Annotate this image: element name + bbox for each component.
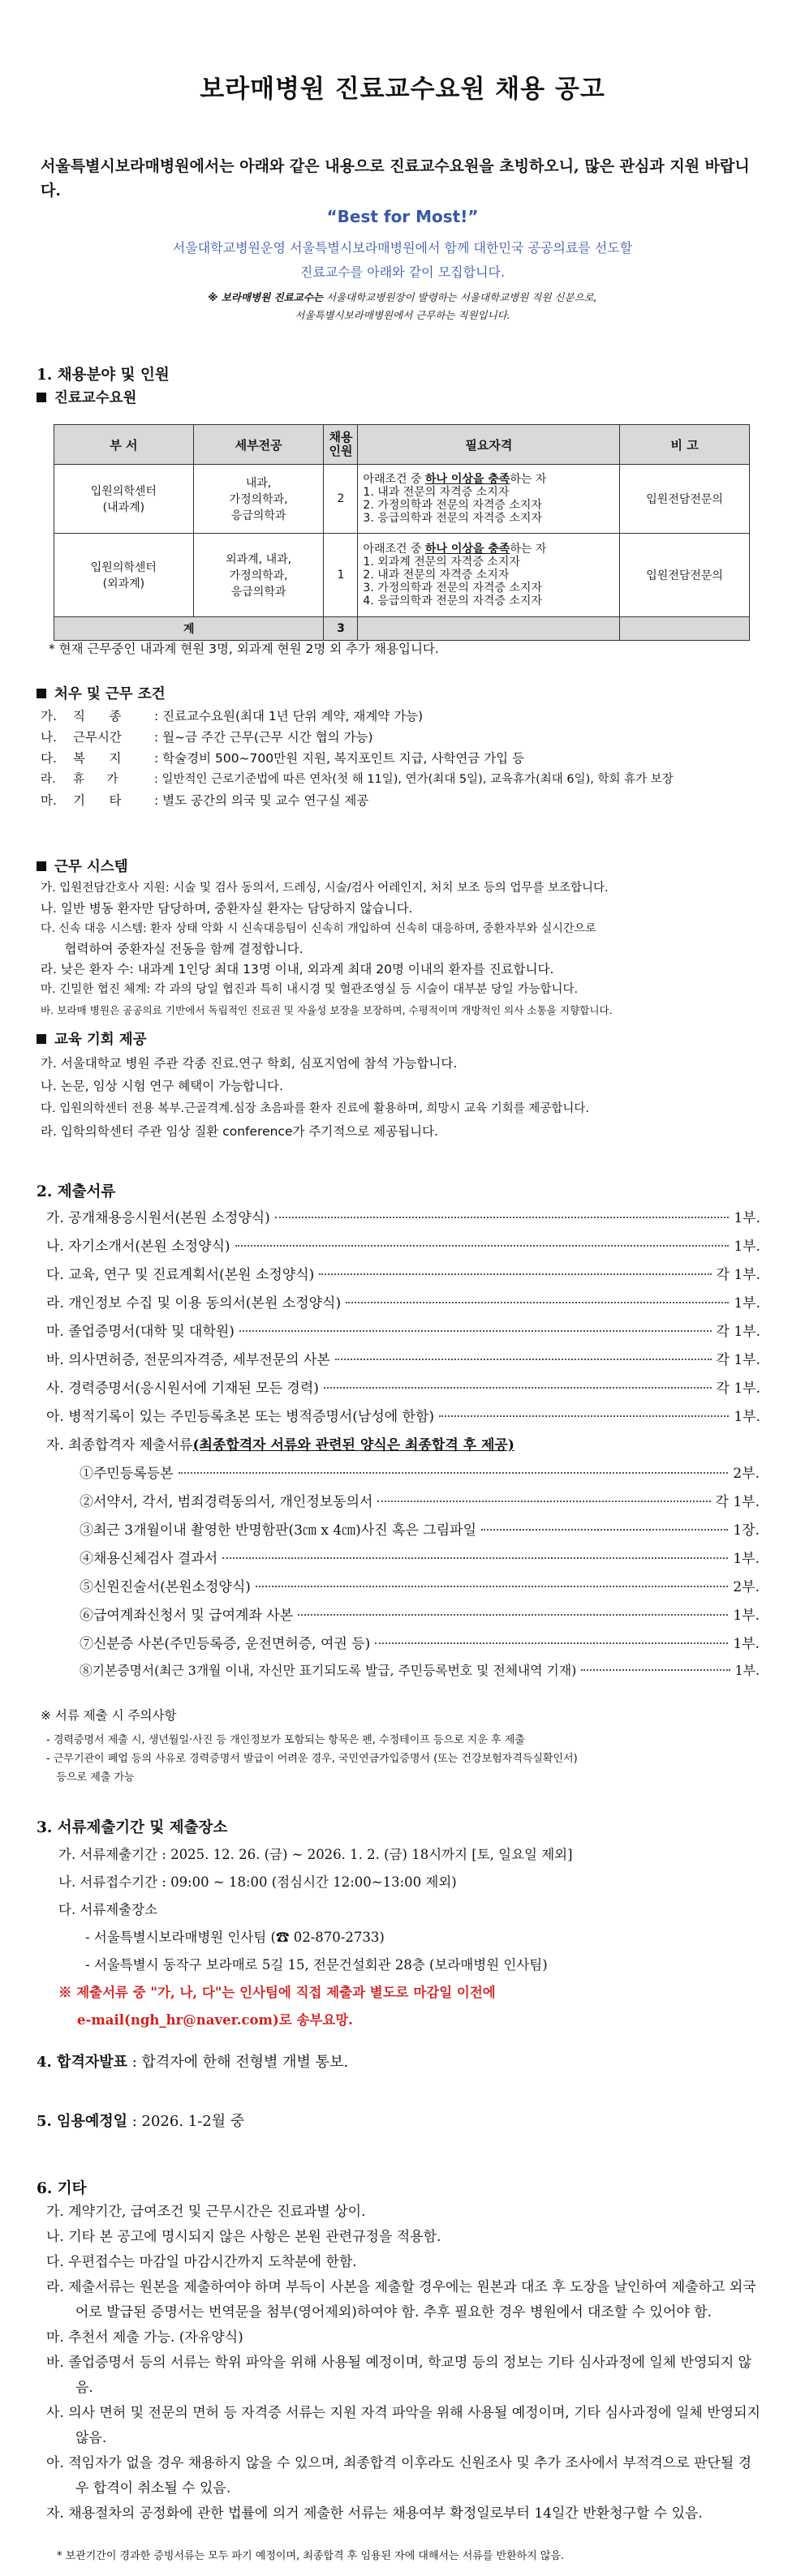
- cell-count: 1: [324, 534, 358, 617]
- list-item: 라. 제출서류는 원본을 제출하여야 하며 부득이 사본을 제출할 경우에는 원본과 대조 후 도장을 날인하여 제출하고 외국어로 발급된 증명서는 번역문을 첨부(영어제외)하여야 함. 추후 필요한 경우 병원에서 대조할 수 있어야 함.: [46, 2279, 756, 2321]
- req-item: 2. 내과 전문의 자격증 소지자: [363, 569, 510, 582]
- section1-footnote: * 현재 근무중인 내과계 현원 3명, 외과계 현원 2명 외 추가 채용입니다.: [49, 642, 439, 656]
- list-item: 라. 개인정보 수집 및 이용 동의서(본원 소정양식) 1부.: [46, 1295, 760, 1312]
- list-item: 라. 입학의학센터 주관 임상 질환 conference가 주기적으로 제공됩니다.: [41, 1124, 438, 1139]
- section5: [37, 2110, 244, 2131]
- list-item: 가. 공개채용응시원서(본원 소정양식) 1부.: [46, 1210, 760, 1226]
- list-item: 마. 긴밀한 협진 체계: 각 과의 당일 협진과 특히 내시경 및 혈관조영실 등 시술이 대부분 당일 가능합니다.: [41, 983, 579, 996]
- th-dept: 부 서: [54, 425, 194, 465]
- cell-note: 입원전담전문의: [620, 534, 750, 617]
- conditions-heading-label: 처우 및 근무 조건: [54, 686, 166, 702]
- caution-item: - 근무기관이 폐업 등의 사유로 경력증명서 발급이 어려운 경우, 국민연금가입증명서 (또는 건강보험자격득실확인서): [46, 1753, 578, 1765]
- total-value: 3: [324, 617, 358, 641]
- documents-list: [46, 1206, 760, 1462]
- list-item: 라. 낮은 환자 수: 내과계 1인당 최대 13명 이내, 외과계 최대 20명 이내의 환자를 진료합니다.: [41, 962, 554, 977]
- list-item: 마. 기 타 : 별도 공간의 의국 및 교수 연구실 제공: [41, 793, 369, 808]
- email-notice-1: ※ 제출서류 중 "가, 나, 다"는 인사팀에 직접 제출과 별도로 마감일 이전에: [58, 1985, 496, 2000]
- list-item: 마. 추천서 제출 가능. (자유양식): [46, 2329, 243, 2346]
- list-item: 바. 졸업증명서 등의 서류는 학위 파악을 위해 사용될 예정이며, 학교명 등의 정보는 기타 심사과정에 일체 반영되지 않음.: [46, 2355, 752, 2396]
- system-list: [41, 878, 774, 1020]
- submission-place-1: - 서울특별시보라매병원 인사팀 (☎ 02-870-2733): [85, 1930, 385, 1945]
- section4-heading: 4. 합격자발표: [37, 2054, 127, 2071]
- cell-major: 외과계, 내과, 가정의학과, 응급의학과: [193, 534, 324, 617]
- list-item: 다. 입원의학센터 전용 복부.근골격계.심장 초음파를 환자 진료에 활용하며, 희망시 교육 기회를 제공합니다.: [41, 1102, 590, 1115]
- submission-place-label: 다. 서류제출장소: [58, 1902, 158, 1917]
- cell-dept: 입원의학센터 (외과계): [54, 534, 194, 617]
- caution-item: - 경력증명서 제출 시, 생년월일·사진 등 개인정보가 포함되는 항목은 펜, 수정테이프 등으로 지운 후 제출: [46, 1734, 525, 1746]
- list-item: 나. 논문, 임상 시험 연구 혜택이 가능합니다.: [41, 1079, 283, 1093]
- list-item: ②서약서, 각서, 범죄경력동의서, 개인정보동의서 각 1부.: [80, 1494, 760, 1510]
- list-item: 아. 적임자가 없을 경우 채용하지 않을 수 있으며, 최종합격 이후라도 신원조사 및 추가 조사에서 부적격으로 판단될 경우 합격이 취소될 수 있음.: [46, 2455, 752, 2497]
- blue-line-2: 진료교수를 아래와 같이 모집합니다.: [299, 264, 506, 280]
- caution-heading: ※ 서류 제출 시 주의사항: [41, 1708, 177, 1723]
- req-item: 4. 응급의학과 전문의 자격증 소지자: [363, 595, 542, 608]
- section1-subheading: [37, 387, 136, 407]
- req-lead: 아래조건 중: [363, 543, 425, 556]
- note-line-1: [0, 290, 805, 304]
- list-item: 나. 근무시간 : 월~금 주간 근무(근무 시간 협의 가능): [41, 730, 373, 745]
- list-item: 가. 서울대학교 병원 주관 각종 진료.연구 학회, 심포지엄에 참석 가능합니다.: [41, 1056, 458, 1071]
- final-documents-list: [80, 1462, 760, 1689]
- system-heading-label: 근무 시스템: [54, 859, 128, 875]
- education-list: [41, 1052, 774, 1143]
- req-item: 1. 내과 전문의 자격증 소지자: [363, 486, 510, 499]
- note-text-1: 서울대학교병원장이 발령하는 서울대학교병원 직원 신분으로,: [322, 291, 597, 303]
- list-item: 아. 병적기록이 있는 주민등록초본 또는 병적증명서(남성에 한함) 1부.: [46, 1409, 760, 1425]
- section4-text: : 합격자에 한해 전형별 개별 통보.: [127, 2054, 349, 2071]
- list-item: 가. 직 종 : 진료교수요원(최대 1년 단위 계약, 재계약 가능): [41, 709, 424, 723]
- footer-note: * 보관기간이 경과한 증빙서류는 모두 파기 예정이며, 최종합격 후 임용된 자에 대해서는 서류를 반환하지 않음.: [57, 2550, 565, 2562]
- list-item: 바. 보라매 병원은 공공의료 기반에서 독립적인 진료권 및 자율성 보장을 보장하며, 수평적이며 개방적인 의사 소통을 지향합니다.: [41, 1004, 613, 1016]
- list-item: ③최근 3개월이내 촬영한 반명함판(3㎝ x 4㎝)사진 혹은 그림파일 1장.: [80, 1522, 760, 1539]
- education-heading-label: 교육 기회 제공: [54, 1032, 147, 1048]
- page-title: 보라매병원 진료교수요원 채용 공고: [200, 75, 605, 104]
- list-item: 다. 복 지 : 학술경비 500~700만원 지원, 복지포인트 지급, 사학연금 가입 등: [41, 751, 525, 766]
- req-item: 3. 응급의학과 전문의 자격증 소지자: [363, 512, 542, 525]
- req-item: 2. 가정의학과 전문의 자격증 소지자: [363, 499, 542, 512]
- req-underline: 하나 이상을 충족: [424, 473, 510, 486]
- table-row: [54, 465, 750, 534]
- email-notice-2: e-mail(ngh_hr@naver.com)로 송부요망.: [77, 2012, 354, 2028]
- section5-text: : 2026. 1-2월 중: [127, 2113, 245, 2130]
- submission-place-2: - 서울특별시 동작구 보라매로 5길 15, 전문건설회관 28층 (보라매병원 인사팀): [85, 1957, 548, 1973]
- cell-major: 내과, 가정의학과, 응급의학과: [193, 465, 324, 534]
- list-item: ⑦신분증 사본(주민등록증, 운전면허증, 여권 등) 1부.: [80, 1636, 760, 1652]
- list-item: ⑧기본증명서(최근 3개월 이내, 자신만 표기되도록 발급, 주민등록번호 및 전체내역 기재) 1부.: [80, 1663, 760, 1678]
- list-item: 자. 채용절차의 공정화에 관한 법률에 의거 제출한 서류는 채용여부 확정일로부터 14일간 반환청구할 수 있음.: [46, 2505, 703, 2522]
- table-row: [54, 534, 750, 617]
- system-heading: [37, 856, 128, 876]
- list-item: 가. 입원전담간호사 지원: 시술 및 검사 동의서, 드레싱, 시술/검사 어레인지, 처치 보조 등의 업무를 보조합니다.: [41, 882, 609, 895]
- section1-heading: 1. 채용분야 및 인원: [37, 367, 170, 384]
- etc-list: [46, 2200, 760, 2527]
- list-item: 사. 경력증명서(응시원서에 기재된 모든 경력) 각 1부.: [46, 1380, 760, 1397]
- section2-heading: 2. 제출서류: [37, 1183, 116, 1200]
- square-bullet-icon: [37, 689, 46, 698]
- list-item: 가. 계약기간, 급여조건 및 근무시간은 진료과별 상이.: [46, 2204, 366, 2220]
- section1-sub-label: 진료교수요원: [54, 390, 137, 406]
- req-lead: 아래조건 중: [363, 473, 425, 486]
- square-bullet-icon: [37, 1034, 46, 1044]
- note-line-2: 서울특별시보라매병원에서 근무하는 직원입니다.: [295, 309, 510, 321]
- req-item: 1. 외과계 전문의 자격증 소지자: [363, 556, 520, 569]
- recruit-table: [54, 424, 750, 641]
- req-item: 3. 가정의학과 전문의 자격증 소지자: [363, 582, 542, 595]
- cell-requirement: [358, 534, 620, 617]
- submission-period: 가. 서류제출기간 : 2025. 12. 26. (금) ~ 2026. 1. 2. (금) 18시까지 [토, 일요일 제외]: [58, 1847, 573, 1862]
- cell-requirement: [358, 465, 620, 534]
- intro-text: 서울특별시보라매병원에서는 아래와 같은 내용으로 진료교수요원을 초빙하오니, 많은 관심과 지원 바랍니다.: [41, 157, 750, 200]
- cell-count: 2: [324, 465, 358, 534]
- final-docs-heading: 자. 최종합격자 제출서류 (최종합격자 서류와 관련된 양식은 최종합격 후 제공): [46, 1437, 514, 1453]
- square-bullet-icon: [37, 393, 46, 402]
- cell-dept: 입원의학센터 (내과계): [54, 465, 194, 534]
- list-item: ⑥급여계좌신청서 및 급여계좌 사본 1부.: [80, 1608, 760, 1624]
- list-item: 나. 기타 본 공고에 명시되지 않은 사항은 본원 관련규정을 적용함.: [46, 2229, 441, 2245]
- education-heading: [37, 1028, 147, 1049]
- list-item: 사. 의사 면허 및 전문의 면허 등 자격증 서류는 지원 자격 파악을 위해 사용될 예정이며, 기타 심사과정에 일체 반영되지 않음.: [46, 2405, 760, 2446]
- table-total-row: [54, 617, 750, 641]
- section5-heading: 5. 임용예정일: [37, 2113, 127, 2130]
- th-requirement: 필요자격: [358, 425, 620, 465]
- req-underline: 하나 이상을 충족: [424, 543, 510, 556]
- submission-hours: 나. 서류접수기간 : 09:00 ~ 18:00 (점심시간 12:00~13:00 제외): [58, 1874, 457, 1890]
- caution-item: 등으로 제출 가능: [46, 1771, 135, 1784]
- th-note: 비 고: [620, 425, 750, 465]
- slogan: “Best for Most!”: [326, 207, 479, 226]
- list-item: 라. 휴 가 : 일반적인 근로기준법에 따른 연차(첫 해 11일), 연가(최대 5일), 교육휴가(최대 6일), 학회 휴가 보장: [41, 773, 674, 786]
- square-bullet-icon: [37, 861, 46, 871]
- list-item: 다. 신속 대응 시스템: 환자 상태 악화 시 신속대응팀이 신속히 개입하여 신속히 대응하며, 중환자부와 실시간으로: [41, 922, 596, 935]
- list-item: 다. 우편접수는 마감일 마감시간까지 도착분에 한함.: [46, 2254, 357, 2270]
- section6-heading: 6. 기타: [37, 2180, 87, 2197]
- blue-line-1: 서울대학교병원운영 서울특별시보라매병원에서 함께 대한민국 공공의료를 선도할: [172, 240, 633, 255]
- list-item: 나. 일반 병동 환자만 담당하며, 중환자실 환자는 담당하지 않습니다.: [41, 901, 413, 916]
- note-mark: ※ 보라매병원 진료교수는: [208, 291, 323, 303]
- conditions-list: [41, 706, 771, 812]
- section4: [37, 2050, 348, 2072]
- list-item: 바. 의사면허증, 전문의자격증, 세부전문의 사본 각 1부.: [46, 1352, 760, 1368]
- conditions-heading: [37, 683, 166, 703]
- th-major: 세부전공: [193, 425, 324, 465]
- list-item: 마. 졸업증명서(대학 및 대학원) 각 1부.: [46, 1324, 760, 1340]
- cell-note: 입원전담전문의: [620, 465, 750, 534]
- list-item: 나. 자기소개서(본원 소정양식) 1부.: [46, 1239, 760, 1255]
- req-tail: 하는 자: [510, 473, 547, 486]
- list-item: ⑤신원진술서(본원소정양식) 2부.: [80, 1579, 760, 1595]
- list-item: 다. 교육, 연구 및 진료계획서(본원 소정양식) 각 1부.: [46, 1267, 760, 1283]
- th-count: 채용 인원: [324, 425, 358, 465]
- req-tail: 하는 자: [510, 543, 547, 556]
- total-label: 계: [54, 617, 324, 641]
- section3-heading: 3. 서류제출기간 및 제출장소: [37, 1819, 228, 1836]
- list-item: ④채용신체검사 결과서 1부.: [80, 1551, 760, 1567]
- list-item: 협력하여 중환자실 전동을 함께 결정합니다.: [41, 942, 303, 956]
- list-item: ①주민등록등본 2부.: [80, 1466, 760, 1482]
